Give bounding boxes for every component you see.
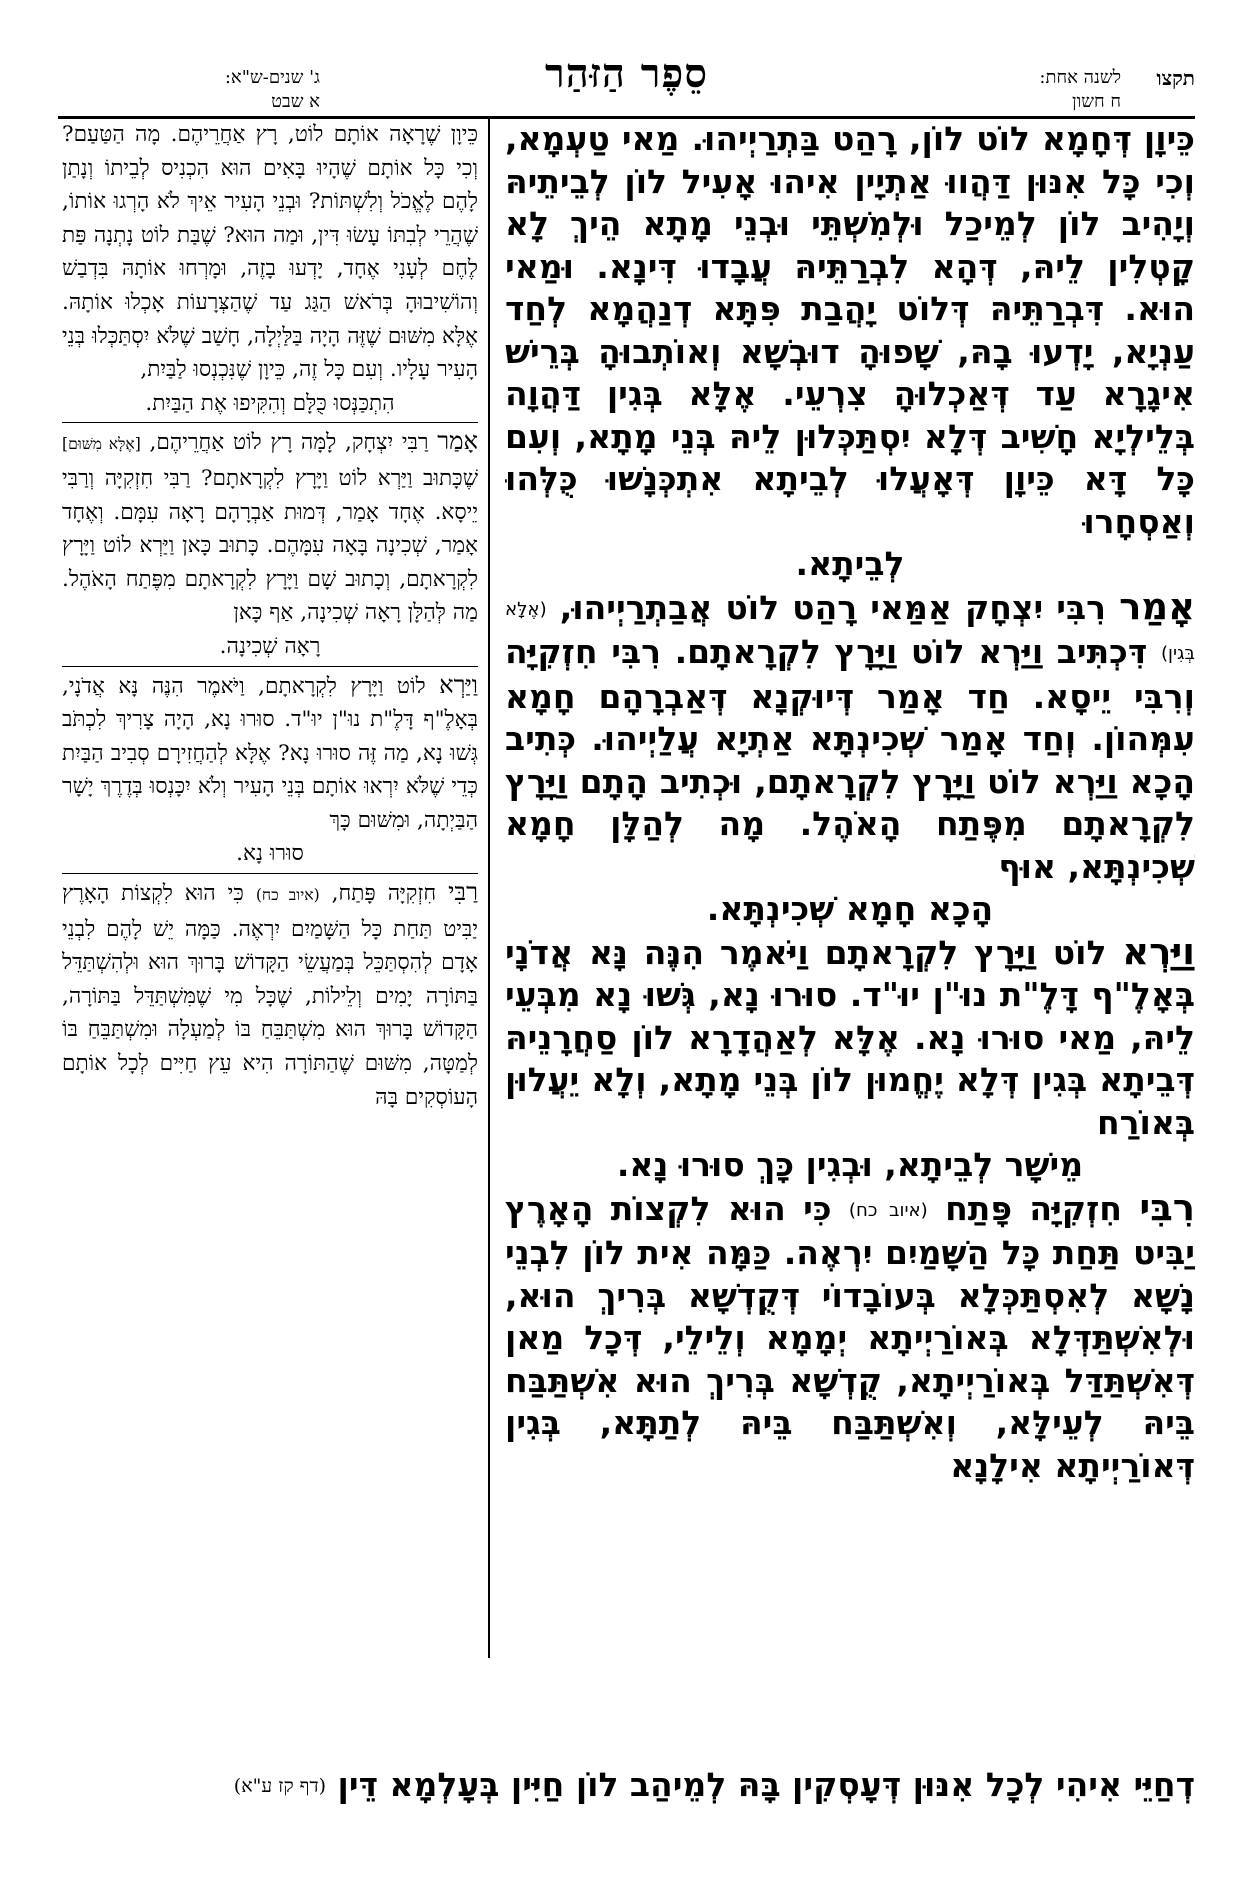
header-one-year-date: ח חשון bbox=[1072, 91, 1121, 112]
main-paragraph-4-text-a: חִזְקִיָּה פָּתַח bbox=[945, 1188, 1122, 1228]
main-paragraph-3 bbox=[505, 931, 1195, 1187]
side-paragraph-3-opening: וַיַּרְא bbox=[439, 670, 478, 699]
side-divider-2 bbox=[62, 666, 478, 667]
side-divider-1 bbox=[62, 422, 478, 423]
main-paragraph-4-ref: (איוב כח) bbox=[848, 1199, 928, 1221]
page-number: תקצו bbox=[1156, 66, 1195, 90]
main-paragraph-2-opening: אָמַר bbox=[1119, 584, 1195, 628]
main-paragraph-1-end: לְבֵיתָא. bbox=[795, 544, 905, 583]
side-paragraph-1-text: כֵּיוָן שֶׁרָאָה אוֹתָם לוֹט, רָץ אַחֲרֵיהֶם. מָה הַטַּעַם? וְכִי כָּל אוֹתָם שֶׁהָיוּ בָּאִים הוּא הִכְנִיס לְבֵיתוֹ וְנָתַן לָהֶם לֶאֱכֹל וְלִשְׁתּוֹת? וּבְנֵי הָעִיר אֵיךְ לֹא הָרְגוּ אוֹתוֹ, שֶׁהֲרֵי לְבִתּוֹ עָשׂוּ דִּין, וּמַה הוּא? שֶׁבַּת לוֹט נָתְנָה פַּת לֶחֶם לְעָנִי אֶחָד, יָדְעוּ בָזֶה, וּמָרְחוּ אוֹתָהּ בִּדְבַשׁ וְהוֹשִׁיבוּהָ בְּרֹאשׁ הַגַּג עַד שֶׁהַצְּרָעוֹת אָכְלוּ אוֹתָהּ. אֶלָּא מִשּׁוּם שֶׁזֶּה הָיָה בַּלַּיְלָה, חָשַׁב שֶׁלֹּא יִסְתַּכְּלוּ בְּנֵי הָעִיר עָלָיו. וְעִם כָּל זֶה, כֵּיוָן שֶׁנִּכְנְסוּ לַבַּיִת, bbox=[62, 122, 478, 383]
main-paragraph-3-end: מֵישָׁר לְבֵיתָא, וּבְגִין כָּךְ סוּרוּ נָא. bbox=[616, 1145, 1084, 1184]
translation-column bbox=[62, 118, 478, 1648]
header-three-year-label: ג' שנים-ש"א: bbox=[224, 67, 320, 88]
header-three-year-date: א שבט bbox=[271, 91, 320, 112]
bottom-line-text: דְחַיֵּי אִיהִי לְכָל אִנּוּן דְּעָסְקִין בָּהּ לְמֵיהַב לוֹן חַיִּין בְּעָלְמָא דֵּין bbox=[337, 1765, 1195, 1804]
side-paragraph-3 bbox=[62, 669, 478, 872]
main-text-column bbox=[505, 118, 1195, 1778]
main-paragraph-2-ref: (אֶלָּא בְּגִין) bbox=[505, 598, 1195, 664]
page-title: סֵפֶר הַזּהַר bbox=[545, 50, 708, 97]
side-paragraph-2-opening: אָמַר bbox=[437, 427, 478, 456]
side-divider-3 bbox=[62, 873, 478, 874]
main-paragraph-4-opening: רִבִּי bbox=[1139, 1185, 1195, 1229]
bottom-continuation-line bbox=[62, 1764, 1195, 1810]
main-paragraph-3-text: לוֹט וַיָּרָץ לִקְרָאתָם וַיֹּאמֶר הִנֶּה נָּא אֲדֹנָי בְּאָלֶ"ף דָּלֶ"ת נוּ"ן יוּ"ד. סוּרוּ נָא, גְּשׁוּ נָא מִבְּעֵי לֵיהּ, מַאי סוּרוּ נָא. אֶלָּא לְאַהֲדָרָא לוֹן סַחֲרָנֵיהּ דְּבֵיתָא בְּגִין דְּלָא יֶחֱמוּן לוֹן בְּנֵי מָתָא, וְלָא יֵעֲלוּן בְּאוֹרַח bbox=[505, 932, 1195, 1142]
side-paragraph-2-text-a: רַבִּי יִצְחָק, לָמָּה רָץ לוֹט אַחֲרֵיהֶם, bbox=[149, 430, 429, 456]
side-paragraph-1-end: הִתְכַּנְּסוּ כֻּלָּם וְהִקִּיפוּ אֶת הַבַּיִת. bbox=[145, 390, 395, 416]
side-paragraph-2 bbox=[62, 425, 478, 663]
side-paragraph-4-ref: (איוב כח) bbox=[255, 886, 320, 905]
header-one-year-label: לשנה אחת: bbox=[1039, 67, 1121, 88]
side-paragraph-2-ref: [אֶלָּא מִשּׁוּם] bbox=[62, 435, 141, 454]
side-paragraph-2-end: רָאָה שְׁכִינָה. bbox=[219, 633, 321, 659]
side-paragraph-2-text-b: שֶׁכָּתוּב וַיַּרְא לוֹט וַיָּרָץ לִקְרָאתָם? רַבִּי חִזְקִיָּה וְרַבִּי יֵיסָא. אֶחָד אָמַר, דְּמוּת אַבְרָהָם רָאָה עִמָּם. וְאֶחָד אָמַר, שְׁכִינָה בָּאָה עִמָּהֶם. כָּתוּב כָּאן וַיַּרְא לוֹט וַיָּרָץ לִקְרָאתָם, וְכָתוּב שָׁם וַיָּרָץ לִקְרָאתָם מִפֶּתַח הָאֹהֶל. מַה לְּהַלָּן רָאָה שְׁכִינָה, אַף כָּאן bbox=[62, 465, 478, 626]
side-paragraph-4 bbox=[62, 876, 478, 1114]
column-divider bbox=[488, 118, 490, 1658]
main-paragraph-1-text: כֵּיוָן דְּחָמָא לוֹט לוֹן, רָהַט בַּתְרַיְיהוּ. מַאי טַעְמָא, וְכִי כָּל אִנּוּן דַּהֲווּ אַתְיָין אִיהוּ אָעִיל לוֹן לְבֵיתֵיהּ וְיָהִיב לוֹן לְמֵיכַל וּלְמִשְׁתֵּי וּבְנֵי מָתָא הֵיךְ לָא קָטְלִין לֵיהּ, דְּהָא לִבְרַתֵּיהּ עֲבָדוּ דִּינָא. וּמַאי הוּא. דִּבְרַתֵּיהּ דְּלוֹט יָהֲבַת פִּתָּא דְנַהֲמָא לְחַד עַנְיָא, יָדְעוּ בָהּ, שָׁפוּהָ דוּבְשָׁא וְאוֹתְבוּהָ בְּרֵישׁ אִיגָרָא עַד דְּאַכְלוּהָ צִרְעֵי. אֶלָּא בְּגִין דַּהֲוָה בְּלֵילְיָא חָשִׁיב דְּלָא יִסְתַּכְּלוּן לֵיהּ בְּנֵי מָתָא, וְעִם כָּל דָּא כֵּיוָן דְּאָעֲלוּ לְבֵיתָא אִתְכְּנָשׁוּ כֻּלְּהוּ וְאַסְחָרוּ bbox=[505, 119, 1195, 541]
bottom-line-page-ref: (דף קז ע"א) bbox=[233, 1775, 327, 1797]
main-paragraph-2-text-b: דִּכְתִּיב וַיַּרְא לוֹט וַיָּרָץ לִקְרָאתָם. רִבִּי חִזְקִיָּה וְרִבִּי יֵיסָא. חַד אָמַר דְּיוּקְנָא דְּאַבְרָהָם חָמָא עִמְּהוֹן. וְחַד אָמַר שְׁכִינְתָּא אַתְיָא עֲלַיְיהוּ. כְּתִיב הָכָא וַיַּרְא לוֹט וַיָּרָץ לִקְרָאתָם, וּכְתִיב הָתָם וַיָּרָץ לִקְרָאתָם מִפֶּתַח הָאֹהֶל. מָה לְהַלָּן חָמָא שְׁכִינְתָּא, אוּף bbox=[505, 632, 1195, 886]
side-paragraph-4-opening: רַבִּי bbox=[448, 878, 478, 907]
side-paragraph-4-text-a: חִזְקִיָּה פָּתַח, bbox=[331, 881, 437, 907]
main-paragraph-2 bbox=[505, 586, 1195, 931]
main-paragraph-1 bbox=[505, 118, 1195, 586]
side-paragraph-3-end: סוּרוּ נָא. bbox=[236, 841, 304, 867]
main-paragraph-2-text-a: רִבִּי יִצְחָק אַמַּאי רָהַט לוֹט אֲבַתְרַיְיהוּ, bbox=[559, 587, 1106, 627]
side-paragraph-4-text-b: כִּי הוּא לִקְצוֹת הָאָרֶץ יַבִּיט תַּחַת כָּל הַשָּׁמַיִם יִרְאֶה. כַּמָּה יֵשׁ לָהֶם לִבְנֵי אָדָם לְהִסְתַּכֵּל בְּמַעֲשֵׂי הַקָּדוֹשׁ בָּרוּךְ הוּא וּלְהִשְׁתַּדֵּל בַּתּוֹרָה יָמִים וְלֵילוֹת, שֶׁכָּל מִי שֶׁמִּשְׁתַּדֵּל בַּתּוֹרָה, הַקָּדוֹשׁ בָּרוּךְ הוּא מִשְׁתַּבֵּחַ בּוֹ לְמַעְלָה וּמִשְׁתַּבֵּחַ בּוֹ לְמַטָּה, מִשּׁוּם שֶׁהַתּוֹרָה הִיא עֵץ חַיִּים לְכָל אוֹתָם הָעוֹסְקִים בָּהּ bbox=[62, 881, 478, 1110]
main-paragraph-4-text-b: כִּי הוּא לִקְצוֹת הָאָרֶץ יַבִּיט תַּחַת כָּל הַשָּׁמַיִם יִרְאֶה. כַּמָּה אִית לוֹן לִבְנֵי נָשָׁא לְאִסְתַּכְּלָא בְּעוֹבָדוֹי דְּקֻדְשָׁא בְּרִיךְ הוּא, וּלְאִשְׁתַּדְּלָא בְּאוֹרַיְיתָא יְמָמָא וְלֵילֵי, דְּכָל מַאן דְּאִשְׁתַּדַּל בְּאוֹרַיְיתָא, קֻדְשָׁא בְּרִיךְ הוּא אִשְׁתַּבַּח בֵּיהּ לְעֵילָּא, וְאִשְׁתַּבַּח בֵּיהּ לְתַתָּא, בְּגִין דְּאוֹרַיְיתָא אִילָנָא bbox=[505, 1188, 1195, 1485]
main-paragraph-3-opening: וַיַּרְא bbox=[1122, 929, 1195, 973]
main-paragraph-2-end: הָכָא חָמָא שְׁכִינְתָּא. bbox=[706, 889, 994, 928]
header-left-schedule bbox=[100, 66, 320, 114]
side-paragraph-1 bbox=[62, 118, 478, 420]
side-paragraph-3-text: לוֹט וַיָּרָץ לִקְרָאתָם, וַיֹּאמֶר הִנֶּה נָּא אֲדֹנָי, בְּאָלֶ"ף דָּלֶ"ת נוּ"ן יוּ"ד. סוּרוּ נָא, הָיָה צָרִיךְ לִכְתֹּב גְּשׁוּ נָא, מַה זֶּה סוּרוּ נָא? אֶלָּא לְהַחֲזִירָם סְבִיב הַבַּיִת כְּדֵי שֶׁלֹּא יִרְאוּ אוֹתָם בְּנֵי הָעִיר וְלֹא יִכָּנְסוּ בְּדֶרֶךְ יָשָׁר הַבַּיְתָה, וּמִשּׁוּם כָּךְ bbox=[62, 673, 478, 833]
main-paragraph-4 bbox=[505, 1187, 1195, 1488]
